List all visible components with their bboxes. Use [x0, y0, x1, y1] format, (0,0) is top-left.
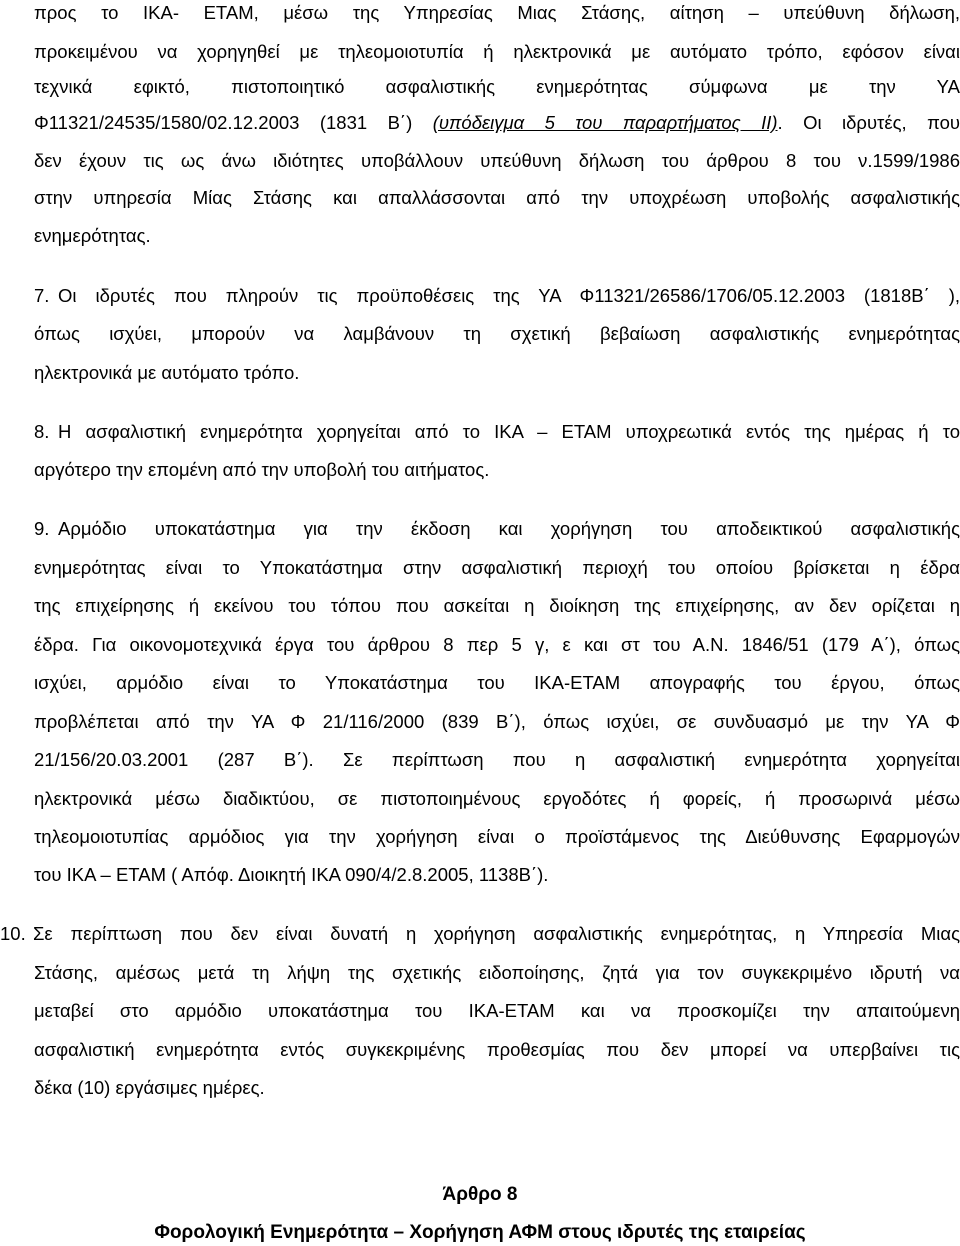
paragraph-line: ηλεκτρονικά με αυτόματο τρόπο.: [34, 362, 300, 383]
paragraph-line: προκειμένου να χορηγηθεί με τηλεομοιοτυπία ή ηλεκτρονικά με αυτόματο τρόπο, εφόσον είναι: [34, 41, 960, 62]
paragraph-line: τεχνικά εφικτό, πιστοποιητικό ασφαλιστικής ενημερότητας σύμφωνα με την ΥΑ: [34, 76, 960, 97]
list-item-7-line: [34, 283, 960, 309]
list-number: 8.: [34, 421, 50, 442]
text-run: Οι ιδρυτές που πληρούν τις προϋποθέσεις της ΥΑ Φ11321/26586/1706/05.12.2003 (1818Β΄ ),: [58, 285, 960, 306]
text-run: Σε περίπτωση που δεν είναι δυνατή η χορήγηση ασφαλιστικής ενημερότητας, η Υπηρεσία Μιας: [33, 923, 960, 944]
paragraph-line: Στάσης, αμέσως μετά τη λήψη της σχετικής ειδοποίησης, ζητά για τον συγκεκριμένο ιδρυτή να: [34, 962, 960, 983]
text-run: Φ11321/24535/1580/02.12.2003 (1831 Β΄): [34, 112, 433, 133]
annex-reference-link[interactable]: (υπόδειγμα 5 του παραρτήματος ΙΙ): [432, 112, 778, 133]
paragraph-line: έδρα. Για οικονομοτεχνικά έργα του άρθρου 8 περ 5 γ, ε και στ του Α.Ν. 1846/51 (179 Α΄), όπως: [34, 634, 960, 655]
paragraph-line: τηλεομοιοτυπίας αρμόδιος για την χορήγηση είναι ο προϊστάμενος της Διεύθυνσης Εφαρμογών: [34, 826, 960, 847]
paragraph-line: 21/156/20.03.2001 (287 Β΄). Σε περίπτωση που η ασφαλιστική ενημερότητα χορηγείται: [34, 749, 960, 770]
paragraph-line: αργότερο την επομένη από την υποβολή του αιτήματος.: [34, 459, 490, 480]
paragraph-line: προς το ΙΚΑ- ΕΤΑΜ, μέσω της Υπηρεσίας Μιας Στάσης, αίτηση – υπεύθυνη δήλωση,: [34, 2, 960, 23]
list-item-9-line: [34, 516, 960, 542]
text-run: Η ασφαλιστική ενημερότητα χορηγείται από το ΙΚΑ – ΕΤΑΜ υποχρεωτικά εντός της ημέρας ή το: [58, 421, 960, 442]
paragraph-line: ισχύει, αρμόδιο είναι το Υποκατάστημα του ΙΚΑ-ΕΤΑΜ απογραφής του έργου, όπως: [34, 672, 960, 693]
paragraph-line: στην υπηρεσία Μίας Στάσης και απαλλάσσονται από την υποχρέωση υποβολής ασφαλιστικής: [34, 187, 960, 208]
text-run: Αρμόδιο υποκατάστημα για την έκδοση και χορήγηση του αποδεικτικού ασφαλιστικής: [58, 518, 960, 539]
paragraph-line: ασφαλιστική ενημερότητα εντός συγκεκριμένης προθεσμίας που δεν μπορεί να υπερβαίνει τις: [34, 1039, 960, 1060]
paragraph-line: όπως ισχύει, μπορούν να λαμβάνουν τη σχετική βεβαίωση ασφαλιστικής ενημερότητας: [34, 323, 960, 344]
list-number: 9.: [34, 518, 50, 539]
paragraph-line: δεν έχουν τις ως άνω ιδιότητες υποβάλλουν υπεύθυνη δήλωση του άρθρου 8 του ν.1599/1986: [34, 150, 960, 171]
paragraph-line: ενημερότητας είναι το Υποκατάστημα στην ασφαλιστική περιοχή του οποίου βρίσκεται η έδρα: [34, 557, 960, 578]
paragraph-line: της επιχείρησης ή εκείνου του τόπου που ασκείται η διοίκηση της επιχείρησης, αν δεν ορίζεται η: [34, 595, 960, 616]
paragraph-line: ηλεκτρονικά μέσω διαδικτύου, σε πιστοποιημένους εργοδότες ή φορείς, ή προσωρινά μέσω: [34, 788, 960, 809]
paragraph-line: του ΙΚΑ – ΕΤΑΜ ( Απόφ. Διοικητή ΙΚΑ 090/4/2.8.2005, 1138Β΄).: [34, 864, 549, 885]
paragraph-line: μεταβεί στο αρμόδιο υποκατάστημα του ΙΚΑ-ΕΤΑΜ και να προσκομίζει την απαιτούμενη: [34, 1000, 960, 1021]
list-number: 10.: [0, 923, 26, 944]
list-item-8-line: [34, 419, 960, 445]
paragraph-line: [34, 110, 960, 136]
paragraph-line: δέκα (10) εργάσιμες ημέρες.: [34, 1077, 265, 1098]
paragraph-line: ενημερότητας.: [34, 225, 151, 246]
text-run: . Οι ιδρυτές, που: [777, 112, 960, 133]
article-title: Άρθρο 8: [442, 1184, 518, 1205]
paragraph-line: προβλέπεται από την ΥΑ Φ 21/116/2000 (839 Β΄), όπως ισχύει, σε συνδυασμό με την ΥΑ Φ: [34, 711, 960, 732]
list-item-10-line: [0, 921, 960, 947]
list-number: 7.: [34, 285, 50, 306]
article-subtitle: Φορολογική Ενημερότητα – Χορήγηση ΑΦΜ στους ιδρυτές της εταιρείας: [154, 1222, 806, 1243]
